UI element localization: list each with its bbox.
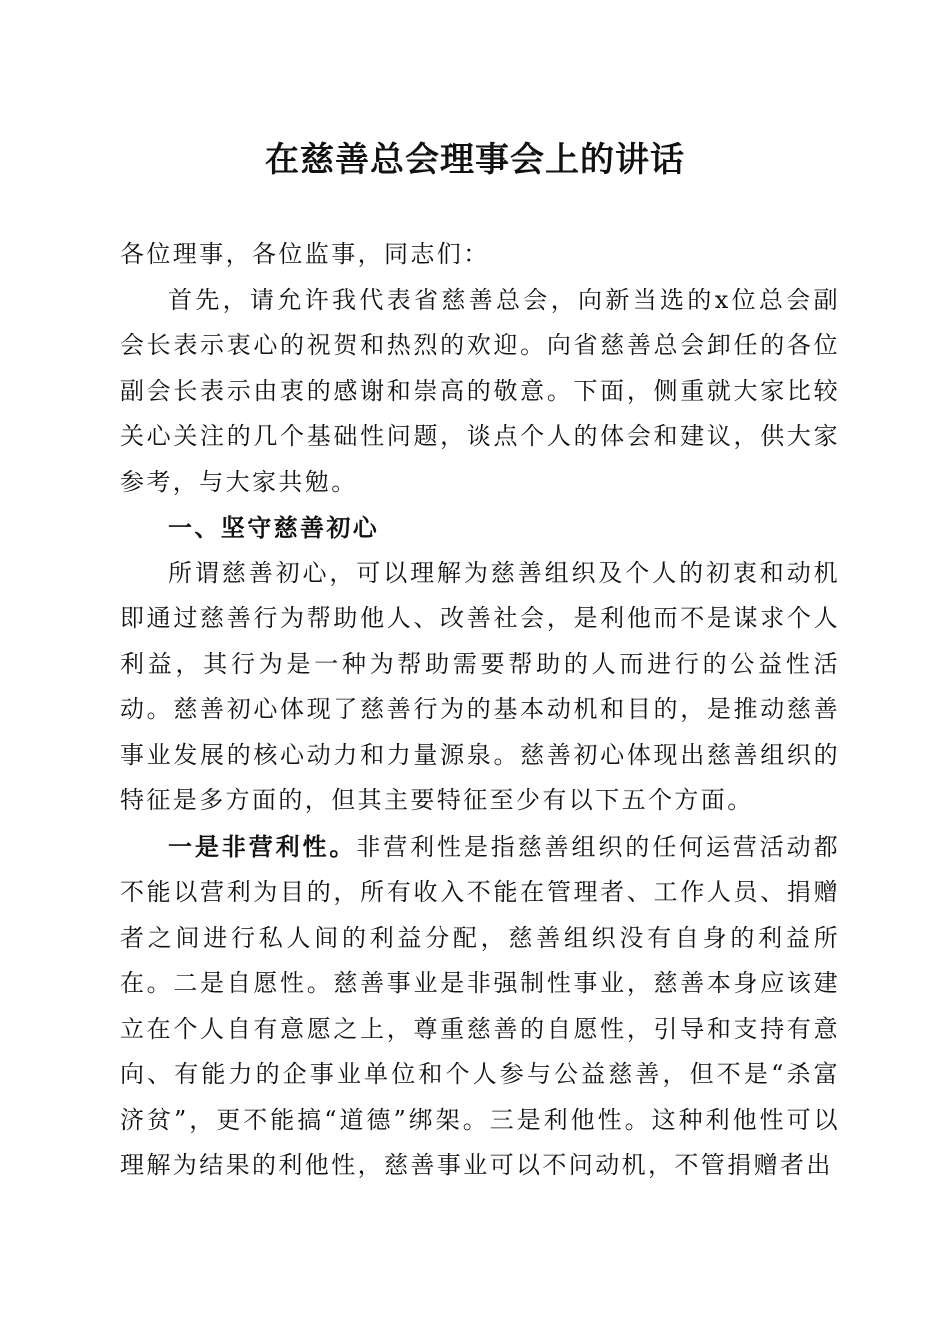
paragraph-characteristics [120, 824, 840, 1189]
paragraph-characteristics-text: 非营利性是指慈善组织的任何运营活动都不能以营利为目的，所有收入不能在管理者、工作人员、捐赠者之间进行私人间的利益分配，慈善组织没有自身的利益所在。二是自愿性。慈善事业是非强制性事业，慈善本身应该建立在个人自有意愿之上，尊重慈善的自愿性，引导和支持有意向、有能力的企事业单位和个人参与公益慈善，但不是“杀富济贫”，更不能搞“道德”绑架。三是利他性。这种利他性可以理解为结果的利他性，慈善事业可以不问动机，不管捐赠者出 [120, 832, 840, 1179]
document-body [120, 232, 840, 1189]
paragraph-lead-phrase: 一是非营利性。 [168, 831, 357, 861]
salutation: 各位理事，各位监事，同志们： [120, 240, 490, 268]
section-heading-1: 一、坚守慈善初心 [168, 513, 380, 542]
document-title: 在慈善总会理事会上的讲话 [265, 140, 685, 180]
paragraph-charity-original-intention: 所谓慈善初心，可以理解为慈善组织及个人的初衷和动机即通过慈善行为帮助他人、改善社会，是利他而不是谋求个人利益，其行为是一种为帮助需要帮助的人而进行的公益性活动。慈善初心体现了慈善行为的基本动机和目的，是推动慈善事业发展的核心动力和力量源泉。慈善初心体现出慈善组织的特征是多方面的，但其主要特征至少有以下五个方面。 [120, 558, 840, 814]
paragraph-intro: 首先，请允许我代表省慈善总会，向新当选的x位总会副会长表示衷心的祝贺和热烈的欢迎。向省慈善总会卸任的各位副会长表示由衷的感谢和崇高的敬意。下面，侧重就大家比较关心关注的几个基础性问题，谈点个人的体会和建议，供大家参考，与大家共勉。 [120, 285, 840, 496]
